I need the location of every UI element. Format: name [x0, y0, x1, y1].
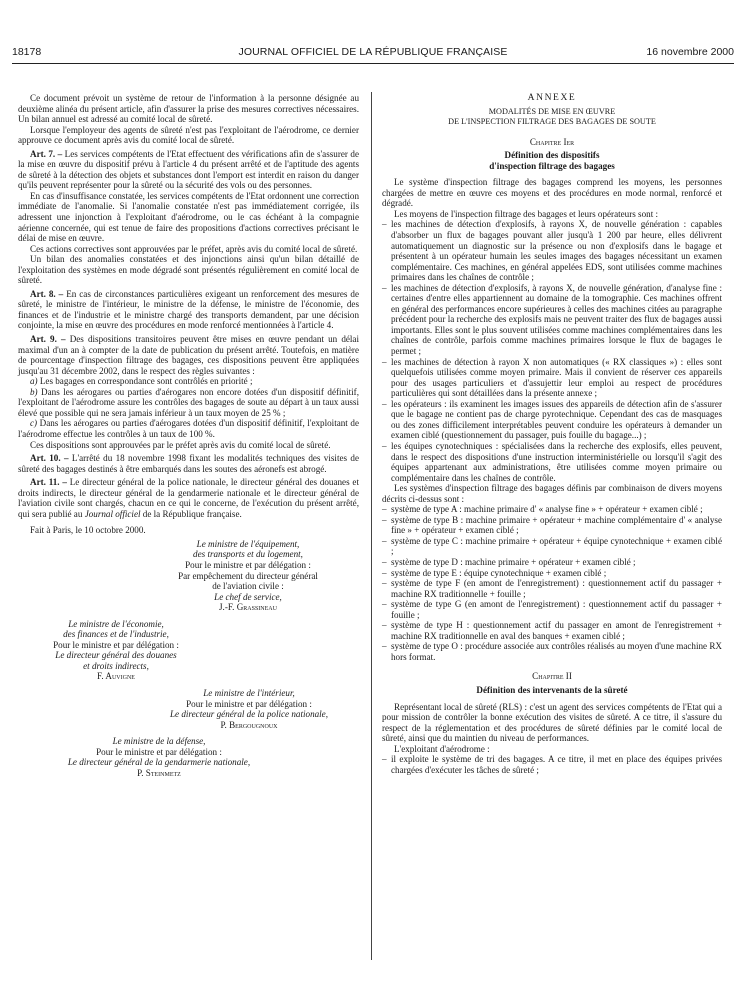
system-type-item: – système de type C : machine primaire + opérateur + équipe cynotechnique + examen ciblé ; — [382, 536, 722, 557]
header-rule — [12, 63, 734, 64]
issue-date: 16 novembre 2000 — [646, 46, 734, 58]
signatory-role: Le directeur général de la gendarmerie nationale, — [67, 757, 251, 768]
paragraph: Lorsque l'employeur des agents de sûreté n'est pas l'exploitant de l'aérodrome, ce dernier approuve ce document après avis du comité local de sûreté. — [18, 124, 359, 146]
item-text: Dans les aérogares ou parties d'aérogares dotées d'un dispositif définitif, l'exploitant de l'aérodrome effectue les contrôles à un taux de 100 %. — [18, 418, 359, 439]
item-letter: c) — [30, 418, 38, 429]
paragraph: Les moyens de l'inspection filtrage des bagages et leurs opérateurs sont : — [394, 208, 659, 219]
chapter-title: Définition des intervenants de la sûreté — [476, 684, 628, 695]
chapter-heading: Chapitre Ier — [529, 136, 575, 147]
chapter-heading: Chapitre II — [532, 671, 572, 682]
signatory-title: Le ministre de l'économie, — [68, 618, 164, 629]
article-10 — [18, 453, 359, 474]
article-text: Le directeur général de la police nationale, le directeur général des douanes et droits indirects, le directeur général de la gendarmerie nationale et le directeur général de l'aviation civile sont chargés, chacun en ce qui le concerne, de l'exécution du présent arrêté, qui sera publié au — [18, 477, 359, 519]
system-type-item: – système de type H : questionnement actif du passager en amont de l'enregistrement + machine RX traditionnelle en aval des banques + examen ciblé ; — [382, 620, 722, 641]
signatory-name: P. Steinmetz — [137, 767, 181, 778]
paragraph: En cas d'insuffisance constatée, les services compétents de l'Etat ordonnent une correction immédiate de l'anomalie. Si l'anomalie constatée n'est pas immédiatement corrigée, ils adressent une injonction à l'exploitant d'aérodrome, ou le cas échéant à la compagnie aérienne concernée, qui est tenue de faire des propositions d'actions correctives précisant le délai de mise en œuvre. — [18, 190, 359, 244]
signature-block-defense — [18, 736, 300, 778]
delegation-line: Pour le ministre et par délégation : — [96, 746, 222, 757]
signatory-title: Le ministre de la défense, — [112, 736, 206, 747]
system-type-item: – système de type O : procédure associée aux contrôles réalisés au moyen d'une machine RX hors format. — [382, 641, 722, 662]
signature-place-date: Fait à Paris, le 10 octobre 2000. — [30, 525, 146, 536]
signatory-role: Le directeur général des douanes — [55, 650, 177, 661]
paragraph: Le système d'inspection filtrage des bagages comprend les moyens, les personnes chargées de mettre en œuvre ces moyens et des procédures en mode normal, renforcé et dégradé. — [382, 177, 722, 209]
signature-block-economie — [18, 619, 214, 682]
paragraph: Ces dispositions sont approuvées par le préfet après avis du comité local de sûreté. — [30, 439, 331, 450]
system-type-item: – système de type E : équipe cynotechnique + examen ciblé ; — [382, 568, 722, 579]
article-text: L'arrêté du 18 novembre 1998 fixant les modalités techniques des visites de sûreté des bagages destinés à être embarqués dans les soutes des aéronefs est abrogé. — [18, 453, 359, 474]
signature-block-interieur — [136, 688, 362, 730]
item-letter: a) — [30, 376, 38, 387]
page-header — [12, 46, 734, 60]
chapter-title: Définition des dispositifs — [504, 150, 600, 161]
paragraph: L'exploitant d'aérodrome : — [394, 743, 490, 754]
list-item — [18, 387, 359, 419]
signature-block-equipement — [138, 539, 358, 613]
annex-title: ANNEXE — [527, 93, 577, 103]
list-item — [18, 418, 359, 439]
item-text: Dans les aérogares ou parties d'aérogares non encore dotées d'un dispositif définitif, l'exploitant de l'aérodrome assure les contrôles des bagages de soute au départ à un taux aussi élevé que possible qui ne sera jamais inférieur à un taux moyen de 25 % ; — [18, 386, 359, 418]
signatory-role: et droits indirects, — [83, 660, 149, 671]
chapter-title: d'inspection filtrage des bagages — [489, 160, 615, 171]
paragraph: Les systèmes d'inspection filtrage des bagages définis par combinaison de divers moyens décrits ci-dessus sont : — [382, 483, 722, 504]
article-number: Art. 10. – — [30, 453, 69, 464]
right-column — [382, 93, 722, 775]
delegation-line: Pour le ministre et par délégation : — [186, 698, 312, 709]
article-8 — [18, 289, 359, 331]
article-text: Des dispositions transitoires peuvent être mises en œuvre pendant un délai maximal d'un an à compter de la date de publication du présent arrêté. Toutefois, en matière de pourcentage d'inspection filtrage des bagages, ces dispositions peuvent être appliquées jusqu'au 31 décembre 2002, dans le respect des règles suivantes : — [18, 334, 359, 376]
paragraph: Un bilan des anomalies constatées et des injonctions ainsi qu'un bilan détaillé de l'exploitation des systèmes en mode dégradé sont présentés régulièrement en comité local de sûreté. — [18, 254, 359, 286]
signatory-role: Le chef de service, — [214, 591, 282, 602]
article-text: Les services compétents de l'Etat effectuent des vérifications afin de s'assurer de la mise en œuvre du dispositif prévu à l'article 4 du présent arrêté et de l'aptitude des agents de sûreté à la détection des objets et substances dont l'emport est interdit en raison du danger qu'ils peuvent représenter pour la sûreté ou la sécurité des vols ou des personnes. — [18, 148, 359, 191]
system-type-item: – système de type D : machine primaire + opérateur + examen ciblé ; — [382, 557, 722, 568]
signatory-name: J.-F. Grassineau — [219, 602, 277, 613]
article-number: Art. 11. – — [30, 477, 67, 488]
delegation-line: de l'aviation civile : — [212, 581, 284, 592]
signatory-title: des finances et de l'industrie, — [63, 629, 169, 640]
paragraph: Ces actions correctives sont approuvées par le préfet, après avis du comité local de sûreté. — [30, 243, 358, 254]
list-item: – les machines de détection à rayon X non automatiques (« RX classiques ») : elles sont quelquefois utilisées comme moyen primaire. Mais il convient de réserver ces appareils pour des usages particuliers et d'assujettir leur emploi au respect de procédures particulières qui sont détaillées dans la présente annexe ; — [382, 357, 722, 399]
signatory-title: Le ministre de l'intérieur, — [203, 687, 295, 698]
signatory-name: P. Bergougnoux — [220, 719, 278, 730]
signatory-role: Le directeur général de la police nationale, — [169, 709, 328, 720]
page-number: 18178 — [12, 46, 42, 58]
paragraph: Représentant local de sûreté (RLS) : c'est un agent des services compétents de l'Etat qui a pour mission de contrôler la bonne exécution des visites de sûreté. A ce titre, il s'assure du respect de la réglementation et des procédures de sûreté définies par le comité local de sûreté, ainsi que du maintien du niveau de performances. — [382, 701, 722, 744]
list-item — [18, 376, 359, 387]
delegation-line: Pour le ministre et par délégation : — [53, 639, 179, 650]
list-item: – les opérateurs : ils examinent les images issues des appareils de détection afin de s'assurer que le bagage ne contient pas de charge pyrotechnique. Cependant des cas de masquages ou des zones difficilement interprétables peuvent conduire les opérateurs à demander un examen ciblé (questionnement du passager, puis fouille du bagage...) ; — [382, 399, 722, 441]
delegation-line: Par empêchement du directeur général — [178, 570, 318, 581]
journal-reference: Journal officiel — [84, 508, 141, 519]
article-number: Art. 9. – — [30, 334, 66, 345]
annex-subtitle: DE L'INSPECTION FILTRAGE DES BAGAGES DE SOUTE — [448, 117, 656, 127]
article-number: Art. 8. – — [30, 288, 64, 299]
article-9 — [18, 334, 359, 376]
list-item: – il exploite le système de tri des bagages. A ce titre, il met en place des équipes privées chargées d'exécuter les tâches de sûreté ; — [382, 754, 722, 775]
article-text: En cas de circonstances particulières exigeant un renforcement des mesures de sûreté, le ministre de l'intérieur, le ministre de la défense, le ministre de l'économie, des finances et de l'industrie et le ministre chargé des transports demandent, par une décision conjointe, la mise en œuvre des procédures en mode renforcé mentionnées à l'article 4. — [18, 288, 359, 331]
article-number: Art. 7. – — [30, 148, 63, 159]
article-11 — [18, 477, 359, 519]
signatory-name: F. Auvigne — [97, 671, 135, 682]
system-type-item: – système de type B : machine primaire + opérateur + machine complémentaire d' « analyse fine » + opérateur + examen ciblé ; — [382, 515, 722, 536]
paragraph: Ce document prévoit un système de retour de l'information à la personne désignée au deuxième alinéa du présent article, afin d'assurer la prise des mesures correctives nécessaires. Un bilan annuel est adressé au comité local de sûreté. — [18, 93, 359, 125]
left-column — [18, 93, 359, 778]
annex-subtitle: MODALITÉS DE MISE EN ŒUVRE — [488, 106, 616, 116]
journal-title: JOURNAL OFFICIEL DE LA RÉPUBLIQUE FRANÇAISE — [238, 46, 508, 58]
item-letter: b) — [30, 386, 38, 397]
system-type-item: – système de type F (en amont de l'enregistrement) : questionnement actif du passager + machine RX traditionnelle + fouille ; — [382, 578, 722, 599]
article-7 — [18, 149, 359, 191]
signatory-title: Le ministre de l'équipement, — [196, 538, 300, 549]
signatory-title: des transports et du logement, — [193, 549, 303, 560]
item-text: Les bagages en correspondance sont contrôlés en priorité ; — [39, 376, 253, 387]
list-item: – les machines de détection d'explosifs, à rayons X, de nouvelle génération, d'analyse fine : certaines d'entre elles appartiennent au domaine de la tomographie. Ces machines offrent en général des performances encore supérieures à celles des machines citées au paragraphe précédent pour la recherche des explosifs mais ne peuvent traiter des flux de bagages aussi importants. Elles sont le plus souvent utilisées comme machines complémentaires dans les chaînes de contrôle, parfois comme machines primaires lorsque le flux de bagages le permet ; — [382, 283, 722, 357]
list-item: – les équipes cynotechniques : spécialisées dans la recherche des explosifs, elles peuvent, dans le respect des dispositions d'une instruction interministérielle ou lorsqu'il s'agit des équipes appartenant aux administrations, être utilisées comme moyen primaire ou complémentaire dans les chaînes de contrôle. — [382, 441, 722, 483]
delegation-line: Pour le ministre et par délégation : — [185, 559, 311, 570]
list-item: – les machines de détection d'explosifs, à rayons X, de nouvelle génération : capables d'absorber un flux de bagages pouvant aller jusqu'à 1 200 par heure, elles délivrent automatiquement un diagnostic sur la présence ou non d'explosifs dans le bagage et présentent à un opérateur humain les seules images des bagages nécessitant un examen complémentaire. Ces machines, en général appelées EDS, sont utilisées comme machines primaires dans les chaînes de contrôle ; — [382, 219, 722, 282]
article-text: de la République française. — [142, 508, 242, 519]
column-separator — [371, 92, 372, 960]
system-type-item: – système de type G (en amont de l'enregistrement) : questionnement actif du passager + fouille ; — [382, 599, 722, 620]
system-type-item: – système de type A : machine primaire d' « analyse fine » + opérateur + examen ciblé ; — [382, 504, 722, 515]
